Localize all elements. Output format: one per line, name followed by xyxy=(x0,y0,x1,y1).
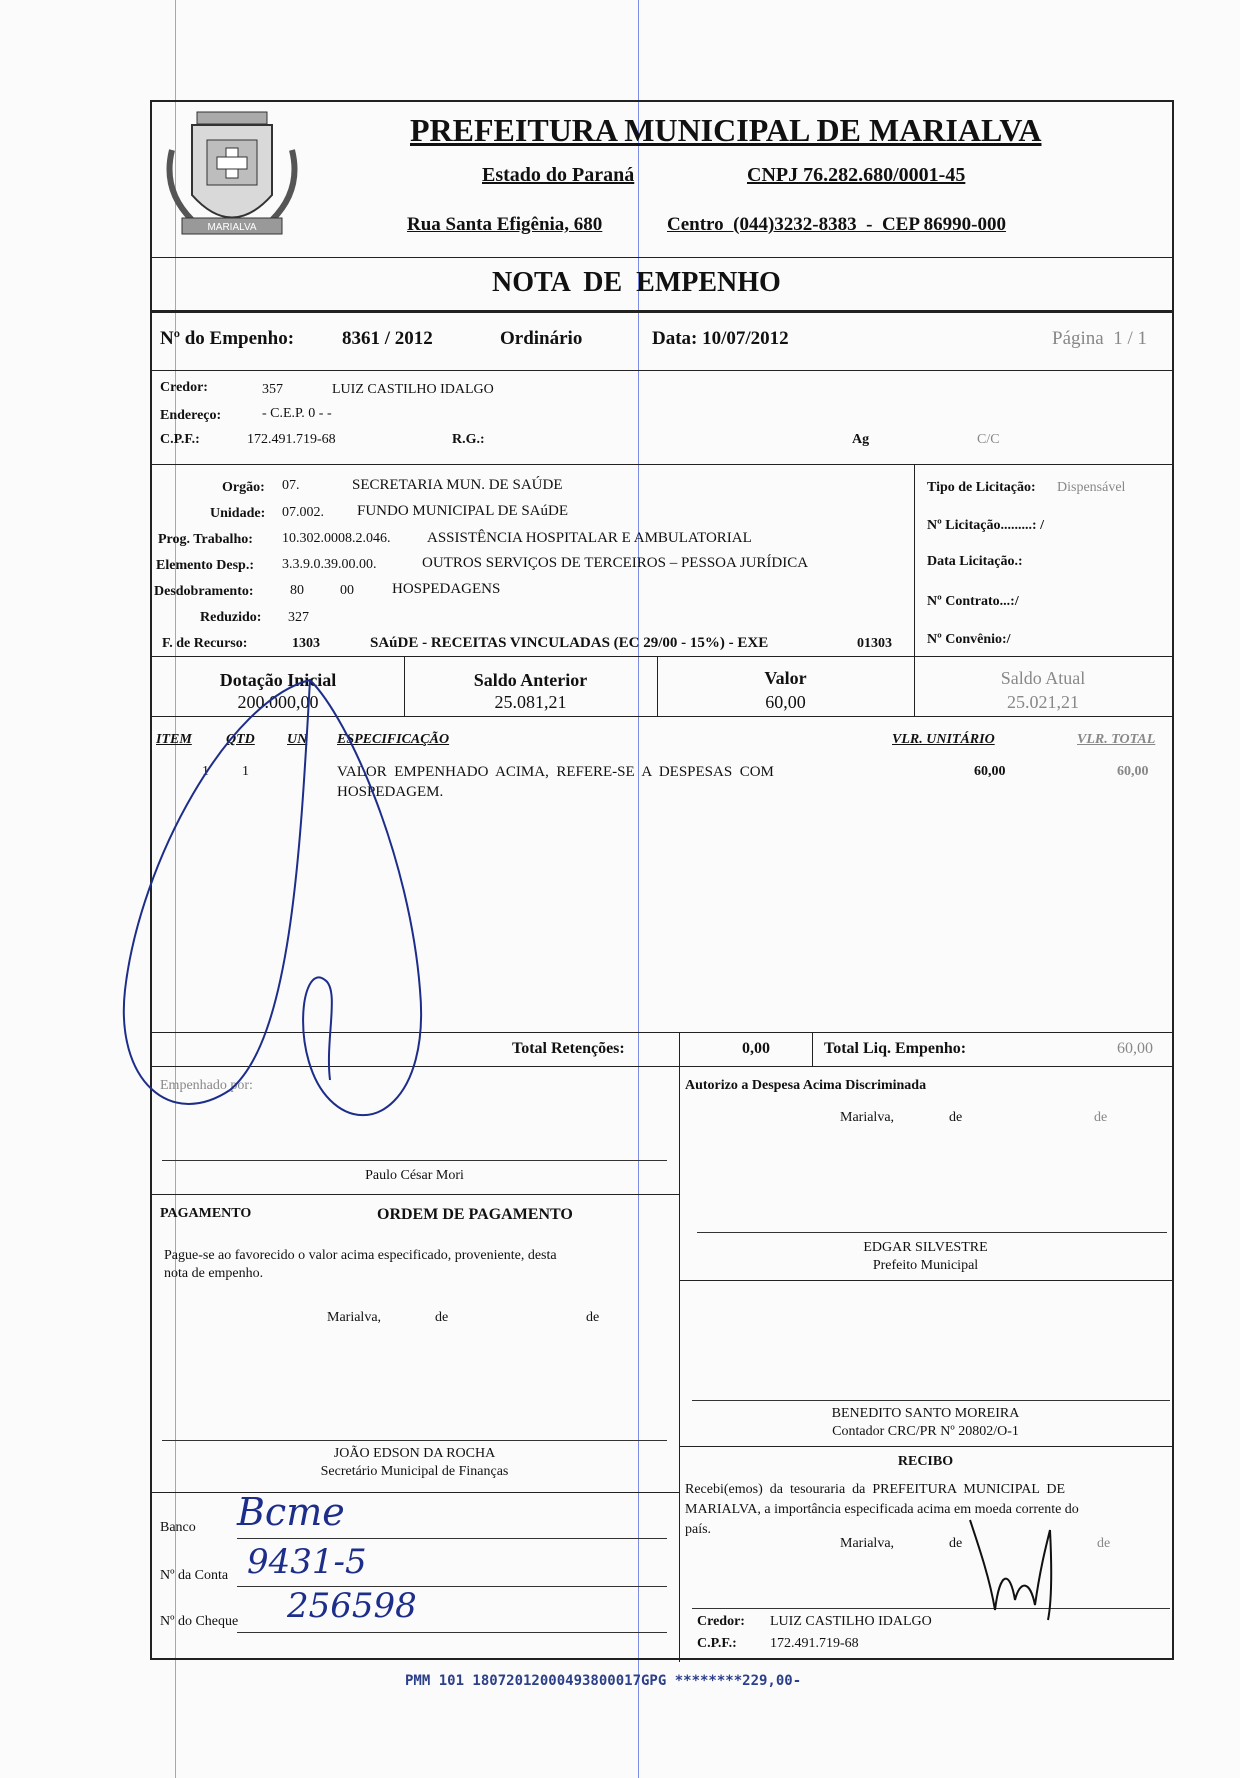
autorizo-de1: de xyxy=(949,1110,963,1125)
conta-value: 9431-5 xyxy=(247,1542,367,1582)
pagamento-de2: de xyxy=(586,1310,600,1325)
pagamento-text2: nota de empenho. xyxy=(164,1266,264,1281)
prog-name: ASSISTÊNCIA HOSPITALAR E AMBULATORIAL xyxy=(427,530,752,546)
col-vlr-total: VLR. TOTAL xyxy=(1077,732,1156,747)
empenhado-nome: Paulo César Mori xyxy=(365,1168,464,1183)
saldo-anterior-label: Saldo Anterior xyxy=(473,670,588,690)
col-qtd: QTD xyxy=(226,732,255,747)
item-number: 1 xyxy=(202,764,209,779)
col-item: ITEM xyxy=(156,732,192,747)
empenho-type: Ordinário xyxy=(500,328,583,349)
recibo-signature-icon xyxy=(960,1510,1080,1630)
tipo-licitacao-value: Dispensável xyxy=(1057,480,1126,495)
item-vlr-unitario: 60,00 xyxy=(974,764,1006,779)
data-licitacao: Data Licitação.: xyxy=(927,554,1023,569)
empenho-date: Data: 10/07/2012 xyxy=(652,328,789,349)
tipo-licitacao-label: Tipo de Licitação: xyxy=(927,480,1036,495)
cc-label: C/C xyxy=(977,432,1000,447)
saldo-atual-label: Saldo Atual xyxy=(1000,668,1086,688)
col-especificacao: ESPECIFICAÇÃO xyxy=(337,732,450,747)
reduzido-value: 327 xyxy=(288,610,309,625)
recurso-label: F. de Recurso: xyxy=(162,636,248,651)
valor-value: 60,00 xyxy=(765,692,806,712)
numero-convenio: Nº Convênio:/ xyxy=(927,632,1011,647)
contador-nome: BENEDITO SANTO MOREIRA xyxy=(831,1406,1020,1421)
seal-text: MARIALVA xyxy=(207,222,257,233)
elemento-name: OUTROS SERVIÇOS DE TERCEIROS – PESSOA JURÍDICA xyxy=(422,555,809,571)
recibo-de2: de xyxy=(1097,1536,1111,1551)
elemento-label: Elemento Desp.: xyxy=(156,558,254,573)
desdobramento-a: 80 xyxy=(290,583,304,598)
ag-label: Ag xyxy=(852,432,870,447)
unidade-code: 07.002. xyxy=(282,505,324,520)
doc-title: NOTA DE EMPENHO xyxy=(492,267,781,298)
recibo-credor-label: Credor: xyxy=(697,1614,745,1629)
empenhado-signature-icon xyxy=(110,660,470,1140)
recibo-title: RECIBO xyxy=(897,1454,954,1469)
header-contact: Centro (044)3232-8383 - CEP 86990-000 xyxy=(667,214,1006,235)
unidade-label: Unidade: xyxy=(210,506,266,521)
cheque-value: 256598 xyxy=(287,1586,417,1626)
prog-label: Prog. Trabalho: xyxy=(158,532,253,547)
orgao-name: SECRETARIA MUN. DE SAÚDE xyxy=(352,477,563,493)
autorizo-de2: de xyxy=(1094,1110,1108,1125)
recurso-code: 1303 xyxy=(292,636,320,651)
pagamento-label: PAGAMENTO xyxy=(160,1206,252,1221)
pagamento-de1: de xyxy=(435,1310,449,1325)
recibo-credor: LUIZ CASTILHO IDALGO xyxy=(770,1614,932,1629)
total-liq-value: 60,00 xyxy=(1117,1040,1153,1057)
desdobramento-label: Desdobramento: xyxy=(154,584,254,599)
empenho-number-label: Nº do Empenho: xyxy=(160,328,295,349)
recibo-text2: MARIALVA, a importância especificada acima em moeda corrente do xyxy=(685,1502,1079,1517)
prefeito-cargo: Prefeito Municipal xyxy=(872,1258,979,1273)
desdobramento-name: HOSPEDAGENS xyxy=(392,581,501,597)
recibo-de1: de xyxy=(949,1536,963,1551)
item-spec-line1: VALOR EMPENHADO ACIMA, REFERE-SE A DESPESAS COM xyxy=(337,764,774,780)
secretario-cargo: Secretário Municipal de Finanças xyxy=(320,1464,509,1479)
item-spec-line2: HOSPEDAGEM. xyxy=(337,784,444,800)
pagamento-marialva: Marialva, xyxy=(327,1310,382,1325)
orgao-label: Orgão: xyxy=(222,480,265,495)
numero-contrato: Nº Contrato...:/ xyxy=(927,594,1019,609)
pagamento-text1: Pague-se ao favorecido o valor acima especificado, proveniente, desta xyxy=(164,1248,557,1263)
numero-licitacao: Nº Licitação.........: / xyxy=(927,518,1044,533)
recurso-name: SAúDE - RECEITAS VINCULADAS (EC 29/00 - 15%) - EXE xyxy=(370,635,769,651)
cpf-label: C.P.F.: xyxy=(160,432,200,447)
endereco-label: Endereço: xyxy=(160,408,222,423)
mechanical-authentication: PMM 101 18072012000493800017GPG ********229,00- xyxy=(405,1673,802,1689)
contador-cargo: Contador CRC/PR Nº 20802/O-1 xyxy=(832,1424,1019,1439)
credor-label: Credor: xyxy=(160,380,208,395)
cpf-value: 172.491.719-68 xyxy=(247,432,336,447)
header-state: Estado do Paraná xyxy=(482,164,635,186)
banco-value: Bcme xyxy=(237,1490,345,1534)
reduzido-label: Reduzido: xyxy=(200,610,262,625)
recibo-text1: Recebi(emos) da tesouraria da PREFEITURA MUNICIPAL DE xyxy=(685,1482,1066,1497)
prefeito-nome: EDGAR SILVESTRE xyxy=(863,1240,988,1255)
banco-label: Banco xyxy=(160,1520,196,1535)
credor-code: 357 xyxy=(262,382,283,397)
empenho-number: 8361 / 2012 xyxy=(342,328,433,349)
col-vlr-unitario: VLR. UNITÁRIO xyxy=(892,732,995,747)
valor-label: Valor xyxy=(764,668,807,688)
autorizo-marialva: Marialva, xyxy=(840,1110,895,1125)
endereco-value: - C.E.P. 0 - - xyxy=(262,406,332,421)
secretario-nome: JOÃO EDSON DA ROCHA xyxy=(333,1446,496,1461)
ordem-pagamento: ORDEM DE PAGAMENTO xyxy=(377,1206,573,1223)
municipal-seal-icon xyxy=(162,110,302,245)
elemento-code: 3.3.9.0.39.00.00. xyxy=(282,557,377,572)
empenhado-por-label: Empenhado por: xyxy=(160,1078,253,1093)
page-number: Página 1 / 1 xyxy=(1052,328,1147,349)
item-vlr-total: 60,00 xyxy=(1117,764,1149,779)
item-qtd: 1 xyxy=(242,764,249,779)
dotacao-value: 200.000,00 xyxy=(237,692,319,712)
saldo-atual-value: 25.021,21 xyxy=(1007,692,1079,712)
recibo-marialva: Marialva, xyxy=(840,1536,895,1551)
header-title: PREFEITURA MUNICIPAL DE MARIALVA xyxy=(410,112,1042,148)
retencoes-value: 0,00 xyxy=(742,1040,770,1057)
orgao-code: 07. xyxy=(282,478,300,493)
unidade-name: FUNDO MUNICIPAL DE SAúDE xyxy=(357,503,568,519)
header-cnpj: CNPJ 76.282.680/0001-45 xyxy=(747,164,966,186)
col-un: UN xyxy=(287,732,308,747)
autorizo-text: Autorizo a Despesa Acima Discriminada xyxy=(685,1078,927,1093)
recurso-code2: 01303 xyxy=(857,636,892,651)
saldo-anterior-value: 25.081,21 xyxy=(494,692,567,712)
credor-name: LUIZ CASTILHO IDALGO xyxy=(332,382,494,397)
retencoes-label: Total Retenções: xyxy=(512,1040,625,1057)
cheque-label: Nº do Cheque xyxy=(160,1614,239,1629)
rg-label: R.G.: xyxy=(452,432,485,447)
header-address: Rua Santa Efigênia, 680 xyxy=(407,214,603,235)
recibo-text3: país. xyxy=(685,1522,712,1537)
recibo-cpf: 172.491.719-68 xyxy=(770,1636,859,1651)
desdobramento-b: 00 xyxy=(340,583,354,598)
conta-label: Nº da Conta xyxy=(160,1568,229,1583)
prog-code: 10.302.0008.2.046. xyxy=(282,531,391,546)
dotacao-label: Dotação Inicial xyxy=(219,670,337,690)
total-liq-label: Total Liq. Empenho: xyxy=(824,1040,967,1057)
recibo-cpf-label: C.P.F.: xyxy=(697,1636,737,1651)
